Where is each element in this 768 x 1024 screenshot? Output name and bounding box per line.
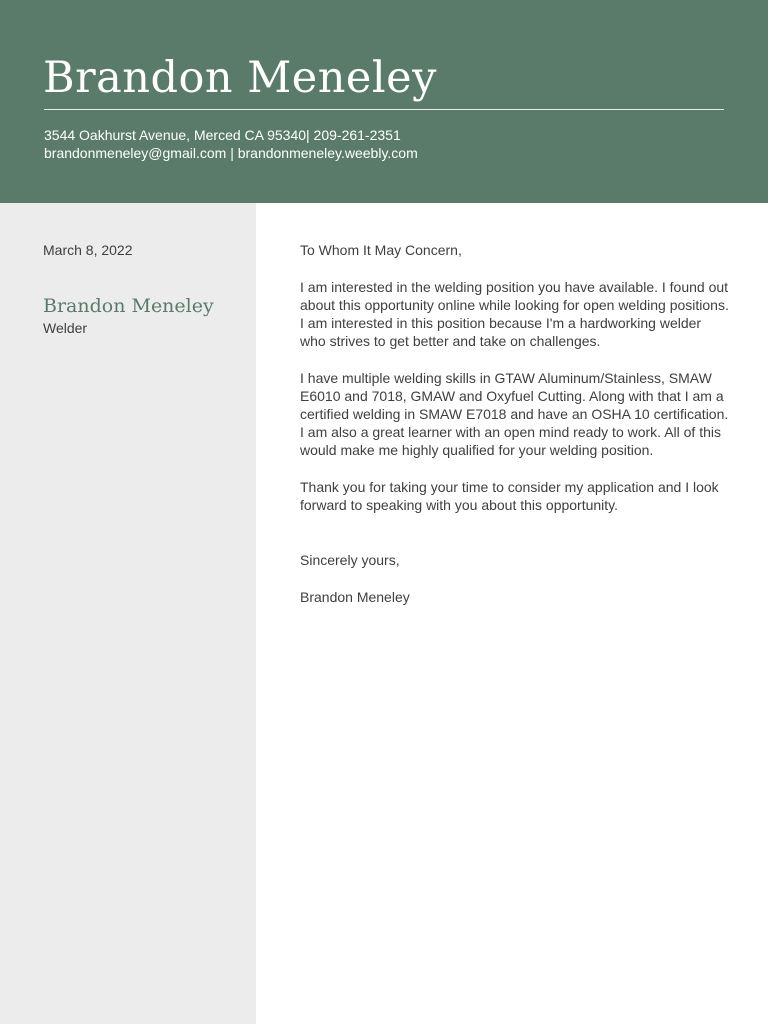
contact-address-phone: 3544 Oakhurst Avenue, Merced CA 95340| 209-261-2351 (44, 127, 401, 143)
letter-paragraph-3: Thank you for taking your time to consider my application and I look forward to speaking with you about this opportunity. (300, 479, 719, 513)
letter-paragraph-1: I am interested in the welding position you have available. I found out about this opportunity online while looking for open welding positions. I am interested in this position because I'm a hardworking welder who strives to get better and take on challenges. (300, 279, 729, 349)
contact-info (44, 126, 418, 162)
header-divider (44, 109, 724, 110)
letter-date: March 8, 2022 (43, 242, 133, 258)
letter-salutation: To Whom It May Concern, (300, 242, 462, 258)
letter-signature: Brandon Meneley (300, 589, 410, 605)
header-name: Brandon Meneley (43, 53, 437, 103)
letter-paragraph-2: I have multiple welding skills in GTAW Aluminum/Stainless, SMAW E6010 and 7018, GMAW and Oxyfuel Cutting. Along with that I am a certified welding in SMAW E7018 and have an OSHA 10 certification. I am also a great learner with an open mind ready to work. All of this would make me highly qualified for your welding position. (300, 370, 729, 458)
sidebar-role: Welder (43, 320, 88, 336)
letter-body (300, 241, 730, 606)
contact-email-website: brandonmeneley@gmail.com | brandonmeneley.weebly.com (44, 145, 418, 161)
sidebar (0, 203, 256, 1024)
header-banner (0, 0, 768, 203)
sidebar-name: Brandon Meneley (43, 295, 214, 317)
letter-closing: Sincerely yours, (300, 552, 400, 568)
